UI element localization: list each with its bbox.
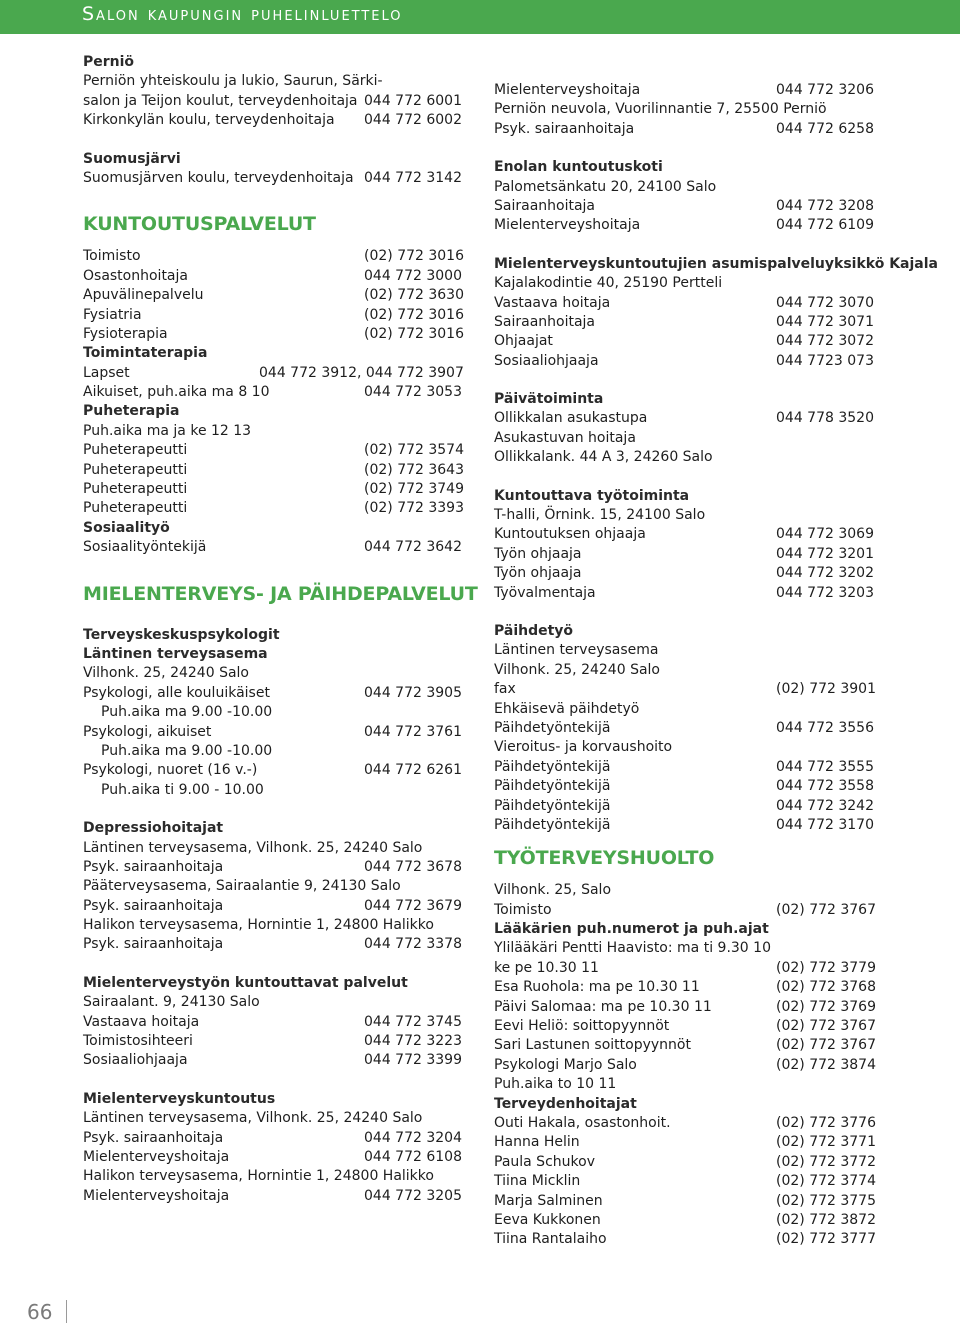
- subheading-label: Sosiaalityö: [83, 519, 170, 536]
- entry-label: Mielenterveyshoitaja: [83, 1187, 230, 1204]
- phone-number: (02) 772 3767: [776, 901, 876, 918]
- info-text: Läntinen terveysasema: [494, 642, 659, 659]
- directory-entry: [494, 120, 884, 139]
- entry-label: Sari Lastunen soittopyynnöt: [494, 1037, 691, 1054]
- directory-entry: [494, 216, 884, 235]
- info-text: Vilhonk. 25, 24240 Salo: [83, 665, 249, 682]
- phone-number: 044 772 3201: [776, 545, 874, 562]
- info-text: Ylilääkäri Pentti Haavisto: ma ti 9.30 10: [494, 940, 771, 957]
- entry-label: Fysioterapia: [83, 325, 168, 342]
- info-text: Halikon terveysasema, Hornintie 1, 24800 Halikko: [83, 1168, 434, 1185]
- subheading-label: Puheterapia: [83, 403, 180, 420]
- phone-number: 044 772 3000: [364, 267, 462, 284]
- info-text: Läntinen terveysasema, Vilhonk. 25, 24240 Salo: [83, 839, 423, 856]
- directory-entry: [494, 584, 884, 603]
- info-text: Puh.aika to 10 11: [494, 1076, 617, 1093]
- directory-entry: [83, 499, 468, 518]
- entry-label: Psykologi Marjo Salo: [494, 1056, 637, 1073]
- subheading-label: Enolan kuntoutuskoti: [494, 159, 663, 176]
- entry-label: Toimistosihteeri: [83, 1033, 193, 1050]
- right-column: [494, 81, 938, 1250]
- info-line: [494, 661, 884, 680]
- phone-number: 044 772 6001: [364, 92, 462, 109]
- phone-number: 044 772 3205: [364, 1187, 462, 1204]
- entry-label: Paula Schukov: [494, 1153, 595, 1170]
- subheading: [83, 519, 468, 538]
- info-line: [83, 1167, 468, 1186]
- subheading-label: Suomusjärvi: [83, 150, 181, 167]
- info-line: [494, 274, 884, 293]
- entry-label: Puheterapeutti: [83, 481, 188, 498]
- spacer: [494, 468, 884, 487]
- directory-entry: [83, 480, 468, 499]
- phone-number: 044 772 3378: [364, 936, 462, 953]
- info-line: [494, 700, 884, 719]
- phone-number: 044 772 3053: [364, 384, 462, 401]
- phone-number: 044 772 3555: [776, 758, 874, 775]
- entry-label: Sairaanhoitaja: [494, 197, 596, 214]
- directory-entry: [83, 1129, 468, 1148]
- directory-entry: [83, 441, 468, 460]
- entry-label: Mielenterveyshoitaja: [83, 1148, 230, 1165]
- spacer: [83, 237, 468, 247]
- entry-label: Osastonhoitaja: [83, 267, 188, 284]
- phone-number: (02) 772 3776: [776, 1114, 876, 1131]
- info-line: [494, 881, 884, 900]
- phone-number: 044 772 3679: [364, 897, 462, 914]
- directory-entry: [494, 797, 884, 816]
- directory-entry: [494, 313, 884, 332]
- directory-entry: [494, 1230, 884, 1249]
- info-text: Läntinen terveysasema, Vilhonk. 25, 24240 Salo: [83, 1110, 423, 1127]
- spacer: [494, 871, 884, 881]
- spacer: [83, 607, 468, 626]
- entry-label: ke pe 10.30 11: [494, 959, 599, 976]
- entry-label: Vastaava hoitaja: [83, 1013, 200, 1030]
- entry-label: Psyk. sairaanhoitaja: [83, 1129, 224, 1146]
- subheading: [494, 920, 884, 939]
- info-line: [83, 422, 468, 441]
- phone-number: (02) 772 3774: [776, 1173, 876, 1190]
- directory-entry: [83, 364, 468, 383]
- phone-number: (02) 772 3749: [364, 481, 464, 498]
- entry-label: Psykologi, alle kouluikäiset: [83, 684, 270, 701]
- page-header: [0, 0, 960, 34]
- phone-number: (02) 772 3901: [776, 681, 876, 698]
- info-line: [83, 877, 468, 896]
- subheading-label: Depressiohoitajat: [83, 820, 224, 837]
- phone-number: (02) 772 3016: [364, 306, 464, 323]
- directory-entry: [494, 1017, 884, 1036]
- directory-entry: [83, 1187, 468, 1206]
- entry-label: Mielenterveyshoitaja: [494, 82, 641, 98]
- entry-label: Lapset: [83, 364, 130, 381]
- subheading-label: Lääkärien puh.numerot ja puh.ajat: [494, 921, 769, 938]
- info-text: Palometsänkatu 20, 24100 Salo: [494, 178, 717, 195]
- entry-label: Päihdetyöntekijä: [494, 797, 611, 814]
- entry-label: Puheterapeutti: [83, 461, 188, 478]
- info-line: [83, 993, 468, 1012]
- spacer: [494, 835, 884, 845]
- spacer: [494, 236, 884, 255]
- phone-number: 044 772 3203: [776, 584, 874, 601]
- entry-label: Apuvälinepalvelu: [83, 287, 204, 304]
- subheading: [83, 402, 468, 421]
- directory-entry: [83, 267, 468, 286]
- info-text: Asukastuvan hoitaja: [494, 429, 636, 446]
- directory-entry: [494, 1056, 884, 1075]
- phone-number: (02) 772 3771: [776, 1134, 876, 1151]
- directory-entry: [83, 897, 468, 916]
- phone-number: 044 772 3170: [776, 816, 874, 833]
- entry-label: Työn ohjaaja: [494, 545, 582, 562]
- page-number: 66: [27, 1300, 53, 1324]
- section-title: KUNTOUTUSPALVELUT: [83, 213, 316, 236]
- directory-entry: [494, 758, 884, 777]
- info-text: Perniön yhteiskoulu ja lukio, Saurun, Särki-: [83, 73, 383, 90]
- info-line: [83, 703, 468, 722]
- entry-label: Esa Ruohola: ma pe 10.30 11: [494, 979, 700, 996]
- directory-entry: [494, 1114, 884, 1133]
- entry-label: Eevi Heliö: soittopyynnöt: [494, 1018, 670, 1035]
- directory-entry: [494, 1192, 884, 1211]
- phone-number: (02) 772 3643: [364, 461, 464, 478]
- info-line: [83, 1109, 468, 1128]
- spacer: [494, 139, 884, 158]
- subheading-label: Päihdetyö: [494, 622, 574, 639]
- info-text: Kajalakodintie 40, 25190 Pertteli: [494, 275, 723, 292]
- spacer: [494, 371, 884, 390]
- entry-label: Sosiaaliohjaaja: [494, 352, 599, 369]
- subheading: [494, 390, 884, 409]
- entry-label: Ohjaajat: [494, 333, 553, 350]
- info-line: [494, 1075, 884, 1094]
- phone-number: 044 7723 073: [776, 352, 874, 369]
- directory-entry: [83, 383, 468, 402]
- directory-entry: [494, 1133, 884, 1152]
- entry-label: Hanna Helin: [494, 1134, 580, 1151]
- info-line: [494, 641, 884, 660]
- subheading: [494, 158, 884, 177]
- directory-entry: [83, 1051, 468, 1070]
- entry-label: Mielenterveyshoitaja: [494, 217, 641, 234]
- entry-label: Päihdetyöntekijä: [494, 758, 611, 775]
- directory-entry: [83, 1148, 468, 1167]
- info-text: Puh.aika ma 9.00 -10.00: [101, 704, 273, 721]
- spacer: [83, 131, 468, 150]
- phone-number: 044 772 3642: [364, 539, 462, 556]
- subheading-label: Päivätoiminta: [494, 391, 604, 408]
- info-text: Ehkäisevä päihdetyö: [494, 700, 640, 717]
- page-edge-line: [66, 1300, 67, 1323]
- phone-number: (02) 772 3767: [776, 1037, 876, 1054]
- directory-entry: [494, 959, 884, 978]
- entry-label: Toimisto: [494, 901, 552, 918]
- subheading-label: Mielenterveystyön kuntouttavat palvelut: [83, 974, 408, 991]
- info-text: Ollikkalank. 44 A 3, 24260 Salo: [494, 449, 713, 466]
- entry-label: Psyk. sairaanhoitaja: [83, 897, 224, 914]
- directory-entry: [494, 332, 884, 351]
- phone-number: 044 778 3520: [776, 410, 874, 427]
- entry-label: Psyk. sairaanhoitaja: [494, 120, 635, 137]
- directory-entry: [494, 1153, 884, 1172]
- directory-entry: [83, 1013, 468, 1032]
- entry-label: Kuntoutuksen ohjaaja: [494, 526, 646, 543]
- directory-entry: [494, 81, 884, 100]
- entry-label: Psykologi, aikuiset: [83, 723, 212, 740]
- info-line: [494, 100, 884, 119]
- subheading: [83, 626, 468, 645]
- info-line: [494, 178, 884, 197]
- info-line: [83, 839, 468, 858]
- directory-entry: [83, 684, 468, 703]
- phone-number: 044 772 3206: [776, 82, 874, 98]
- subheading: [83, 645, 468, 664]
- info-text: Puh.aika ti 9.00 - 10.00: [101, 781, 264, 798]
- info-line: [494, 738, 884, 757]
- info-line: [494, 448, 884, 467]
- directory-entry: [83, 723, 468, 742]
- phone-number: (02) 772 3872: [776, 1211, 876, 1228]
- entry-label: Eeva Kukkonen: [494, 1211, 601, 1228]
- phone-number: 044 772 3070: [776, 294, 874, 311]
- entry-label: Päihdetyöntekijä: [494, 778, 611, 795]
- spacer: [83, 188, 468, 211]
- directory-entry: [83, 935, 468, 954]
- directory-entry: [494, 352, 884, 371]
- subheading: [494, 622, 884, 641]
- entry-label: salon ja Teijon koulut, terveydenhoitaja: [83, 92, 358, 109]
- info-line: [83, 742, 468, 761]
- phone-number: 044 772 3208: [776, 197, 874, 214]
- phone-number: 044 772 3912, 044 772 3907: [259, 364, 464, 381]
- left-column: [83, 53, 478, 1206]
- spacer: [83, 558, 468, 581]
- phone-number: (02) 772 3769: [776, 998, 876, 1015]
- directory-entry: [83, 1032, 468, 1051]
- spacer: [494, 603, 884, 622]
- subheading: [83, 819, 468, 838]
- entry-label: Tiina Rantalaiho: [494, 1231, 607, 1248]
- entry-label: Vastaava hoitaja: [494, 294, 611, 311]
- entry-label: Päivi Salomaa: ma pe 10.30 11: [494, 998, 712, 1015]
- spacer: [83, 955, 468, 974]
- directory-entry: [494, 719, 884, 738]
- spacer: [83, 1071, 468, 1090]
- entry-label: Kirkonkylän koulu, terveydenhoitaja: [83, 112, 335, 129]
- entry-label: Psyk. sairaanhoitaja: [83, 858, 224, 875]
- phone-number: (02) 772 3768: [776, 979, 876, 996]
- info-text: Vieroitus- ja korvaushoito: [494, 739, 673, 756]
- entry-label: Marja Salminen: [494, 1192, 603, 1209]
- phone-number: 044 772 6108: [364, 1148, 462, 1165]
- info-text: Vilhonk. 25, Salo: [494, 882, 612, 899]
- phone-number: 044 772 3069: [776, 526, 874, 543]
- phone-number: 044 772 3558: [776, 778, 874, 795]
- info-text: Sairaalant. 9, 24130 Salo: [83, 994, 260, 1011]
- directory-entry: [83, 858, 468, 877]
- directory-entry: [494, 680, 884, 699]
- entry-label: Päihdetyöntekijä: [494, 816, 611, 833]
- info-line: [494, 429, 884, 448]
- entry-label: Fysiatria: [83, 306, 142, 323]
- page-title: Salon kaupungin puhelinluettelo: [82, 3, 403, 25]
- info-text: Halikon terveysasema, Hornintie 1, 24800 Halikko: [83, 917, 434, 934]
- directory-entry: [494, 998, 884, 1017]
- info-text: T-halli, Örnink. 15, 24100 Salo: [494, 507, 706, 524]
- phone-number: 044 772 6109: [776, 217, 874, 234]
- directory-entry: [494, 294, 884, 313]
- phone-number: 044 772 3242: [776, 797, 874, 814]
- phone-number: 044 772 3678: [364, 858, 462, 875]
- directory-entry: [494, 816, 884, 835]
- entry-label: fax: [494, 681, 516, 698]
- directory-entry: [494, 564, 884, 583]
- entry-label: Sairaanhoitaja: [494, 313, 596, 330]
- info-text: Puh.aika ma 9.00 -10.00: [101, 742, 273, 759]
- info-text: Puh.aika ma ja ke 12 13: [83, 422, 252, 439]
- phone-number: 044 772 3556: [776, 719, 874, 736]
- subheading-label: Terveyskeskuspsykologit: [83, 626, 280, 643]
- entry-label: Tiina Micklin: [494, 1173, 581, 1190]
- info-text: Vilhonk. 25, 24240 Salo: [494, 661, 660, 678]
- phone-number: 044 772 3202: [776, 565, 874, 582]
- entry-label: Psykologi, nuoret (16 v.-): [83, 762, 258, 779]
- subheading-label: Mielenterveyskuntoutus: [83, 1090, 276, 1107]
- info-line: [494, 506, 884, 525]
- directory-entry: [494, 1036, 884, 1055]
- info-line: [83, 72, 468, 91]
- entry-label: Työn ohjaaja: [494, 565, 582, 582]
- phone-number: (02) 772 3775: [776, 1192, 876, 1209]
- directory-entry: [494, 197, 884, 216]
- entry-label: Puheterapeutti: [83, 500, 188, 517]
- entry-label: Outi Hakala, osastonhoit.: [494, 1114, 671, 1131]
- phone-number: (02) 772 3777: [776, 1231, 876, 1248]
- phone-number: (02) 772 3016: [364, 248, 464, 265]
- subheading: [83, 344, 468, 363]
- entry-label: Päihdetyöntekijä: [494, 719, 611, 736]
- phone-number: 044 772 3142: [364, 169, 462, 186]
- directory-entry: [494, 978, 884, 997]
- entry-label: Psyk. sairaanhoitaja: [83, 936, 224, 953]
- directory-entry: [83, 247, 468, 266]
- info-text: Pääterveysasema, Sairaalantie 9, 24130 Salo: [83, 878, 401, 895]
- phone-number: (02) 772 3016: [364, 325, 464, 342]
- entry-label: Puheterapeutti: [83, 442, 188, 459]
- entry-label: Sosiaalityöntekijä: [83, 539, 207, 556]
- phone-number: (02) 772 3767: [776, 1018, 876, 1035]
- phone-number: (02) 772 3574: [364, 442, 464, 459]
- subheading-label: Kuntouttava työtoiminta: [494, 487, 690, 504]
- subheading-label: Mielenterveyskuntoutujien asumispalveluyksikkö Kajala: [494, 255, 938, 272]
- subheading: [494, 487, 884, 506]
- info-line: [83, 916, 468, 935]
- subheading: [83, 53, 468, 72]
- directory-entry: [494, 901, 884, 920]
- directory-entry: [83, 325, 468, 344]
- phone-number: (02) 772 3772: [776, 1153, 876, 1170]
- subheading: [83, 1090, 468, 1109]
- entry-label: Työvalmentaja: [494, 584, 596, 601]
- info-line: [494, 939, 884, 958]
- phone-number: (02) 772 3393: [364, 500, 464, 517]
- phone-number: 044 772 6258: [776, 120, 874, 137]
- spacer: [83, 800, 468, 819]
- directory-entry: [83, 306, 468, 325]
- section-title: MIELENTERVEYS- JA PÄIHDEPALVELUT: [83, 582, 478, 605]
- directory-entry: [494, 1211, 884, 1230]
- phone-number: 044 772 6261: [364, 762, 462, 779]
- directory-entry: [494, 409, 884, 428]
- phone-number: 044 772 3745: [364, 1013, 462, 1030]
- phone-number: 044 772 3399: [364, 1052, 462, 1069]
- directory-entry: [494, 777, 884, 796]
- directory-entry: [83, 286, 468, 305]
- subheading: [494, 1095, 884, 1114]
- phone-number: (02) 772 3630: [364, 287, 464, 304]
- phone-number: 044 772 3072: [776, 333, 874, 350]
- entry-label: Suomusjärven koulu, terveydenhoitaja: [83, 169, 354, 186]
- subheading: [83, 974, 468, 993]
- subheading-label: Perniö: [83, 54, 135, 70]
- phone-number: 044 772 3223: [364, 1033, 462, 1050]
- directory-entry: [494, 525, 884, 544]
- info-text: Perniön neuvola, Vuorilinnantie 7, 25500 Perniö: [494, 101, 827, 118]
- phone-number: 044 772 3905: [364, 684, 462, 701]
- directory-entry: [83, 761, 468, 780]
- phone-number: 044 772 3204: [364, 1129, 462, 1146]
- directory-entry: [83, 538, 468, 557]
- entry-label: Toimisto: [83, 248, 141, 265]
- subheading-label: Läntinen terveysasema: [83, 645, 268, 662]
- subheading: [83, 150, 468, 169]
- directory-entry: [83, 111, 468, 130]
- phone-number: 044 772 3761: [364, 723, 462, 740]
- entry-label: Ollikkalan asukastupa: [494, 410, 648, 427]
- subheading-label: Toimintaterapia: [83, 345, 208, 362]
- phone-number: (02) 772 3874: [776, 1056, 876, 1073]
- section-title: TYÖTERVEYSHUOLTO: [494, 847, 715, 870]
- subheading: [494, 255, 938, 274]
- subheading-label: Terveydenhoitajat: [494, 1095, 637, 1112]
- directory-entry: [494, 1172, 884, 1191]
- info-line: [83, 664, 468, 683]
- directory-entry: [494, 545, 884, 564]
- entry-label: Sosiaaliohjaaja: [83, 1052, 188, 1069]
- directory-entry: [83, 169, 468, 188]
- entry-label: Aikuiset, puh.aika ma 8 10: [83, 384, 270, 401]
- phone-number: 044 772 6002: [364, 112, 462, 129]
- directory-entry: [83, 461, 468, 480]
- directory-entry: [83, 92, 468, 111]
- info-line: [83, 781, 468, 800]
- phone-number: (02) 772 3779: [776, 959, 876, 976]
- phone-number: 044 772 3071: [776, 313, 874, 330]
